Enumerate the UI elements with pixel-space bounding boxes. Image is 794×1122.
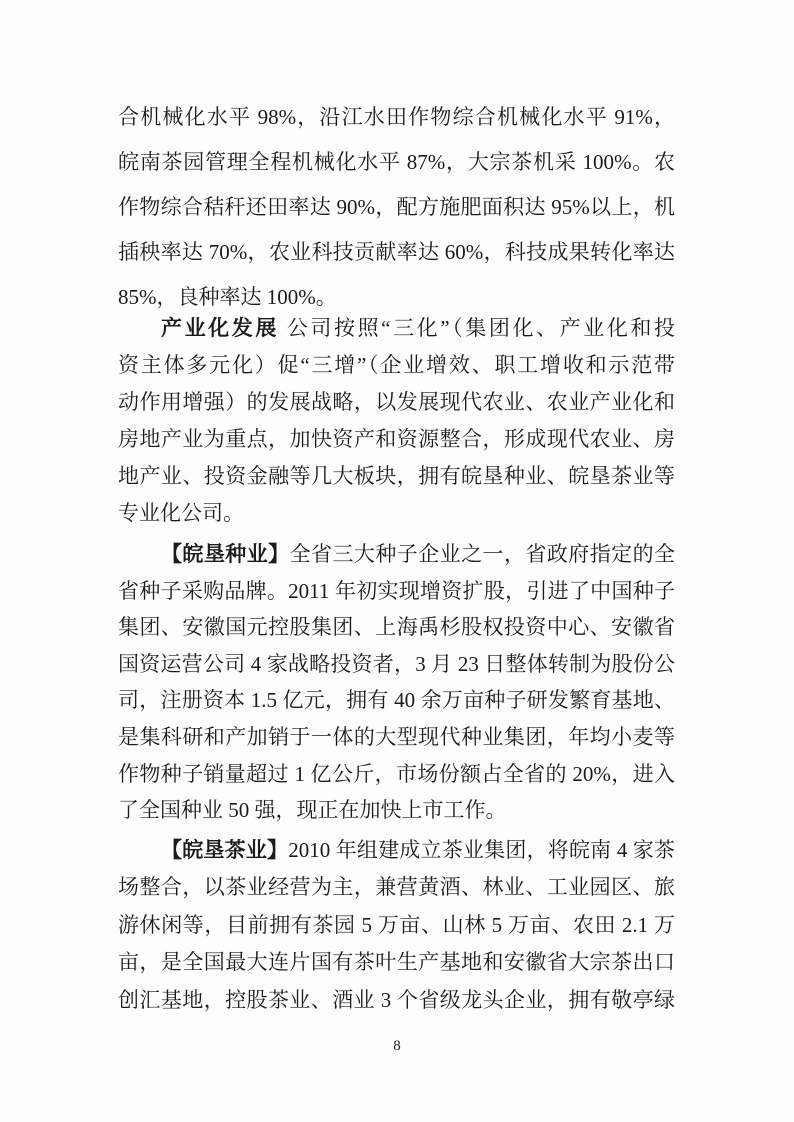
text-line: 亩，是全国最大连片国有茶叶生产基地和安徽省大宗茶出口 [118, 950, 675, 975]
text-line: 创汇基地，控股茶业、酒业 3 个省级龙头企业，拥有敬亭绿 [118, 987, 675, 1012]
paragraph [118, 832, 675, 1019]
text-line: 产业化发展 公司按照“三化”（集团化、产业化和投 [161, 316, 675, 340]
text-line: 动作用增强）的发展战略，以发展现代农业、农业产业化和 [118, 390, 675, 414]
text-line: 集团、安徽国元控股集团、上海禹杉股权投资中心、安徽省 [118, 615, 675, 640]
text-line: 房地产业为重点，加快资产和资源整合，形成现代农业、房 [118, 427, 675, 451]
text-line: 作物综合秸秆还田率达 90%，配方施肥面积达 95%以上，机 [118, 195, 675, 219]
text-line: 场整合，以茶业经营为主，兼营黄酒、林业、工业园区、旅 [118, 875, 675, 900]
text-line: 插秧率达 70%，农业科技贡献率达 60%，科技成果转化率达 [118, 240, 675, 264]
text-line: 85%，良种率达 100%。 [118, 285, 337, 309]
text-line: 游休闲等，目前拥有茶园 5 万亩、山林 5 万亩、农田 2.1 万 [118, 912, 675, 937]
text-line: 了全国种业 50 强，现正在加快上市工作。 [118, 798, 507, 823]
text-line: 合机械化水平 98%，沿江水田作物综合机械化水平 91%， [118, 105, 675, 129]
text-line: 【皖垦种业】全省三大种子企业之一，省政府指定的全 [161, 542, 675, 566]
text-line: 【皖垦茶业】2010 年组建成立茶业集团，将皖南 4 家茶 [161, 838, 675, 862]
page-number: 8 [393, 1038, 401, 1054]
paragraph [118, 310, 675, 532]
paragraph-lead-bold: 【皖垦种业】 [161, 542, 290, 566]
paragraph-lead-bold: 产业化发展 [161, 316, 279, 340]
paragraph-lead-bold: 【皖垦茶业】 [161, 838, 289, 862]
paragraph [118, 536, 675, 829]
text-line: 作物种子销量超过 1 亿公斤，市场份额占全省的 20%，进入 [118, 761, 675, 786]
text-line: 皖南茶园管理全程机械化水平 87%，大宗茶机采 100%。农 [118, 150, 675, 174]
paragraph [118, 95, 675, 320]
text-line: 地产业、投资金融等几大板块，拥有皖垦种业、皖垦茶业等 [118, 464, 675, 488]
text-line: 司，注册资本 1.5 亿元，拥有 40 余万亩种子研发繁育基地、 [118, 688, 675, 713]
text-line: 国资运营公司 4 家战略投资者，3 月 23 日整体转制为股份公 [118, 651, 675, 676]
text-line: 是集科研和产加销于一体的大型现代种业集团，年均小麦等 [118, 724, 675, 749]
text-line: 资主体多元化）促“三增”（企业增效、职工增收和示范带 [118, 353, 675, 377]
text-line: 省种子采购品牌。2011 年初实现增资扩股，引进了中国种子 [118, 578, 675, 603]
text-line: 专业化公司。 [118, 501, 244, 525]
